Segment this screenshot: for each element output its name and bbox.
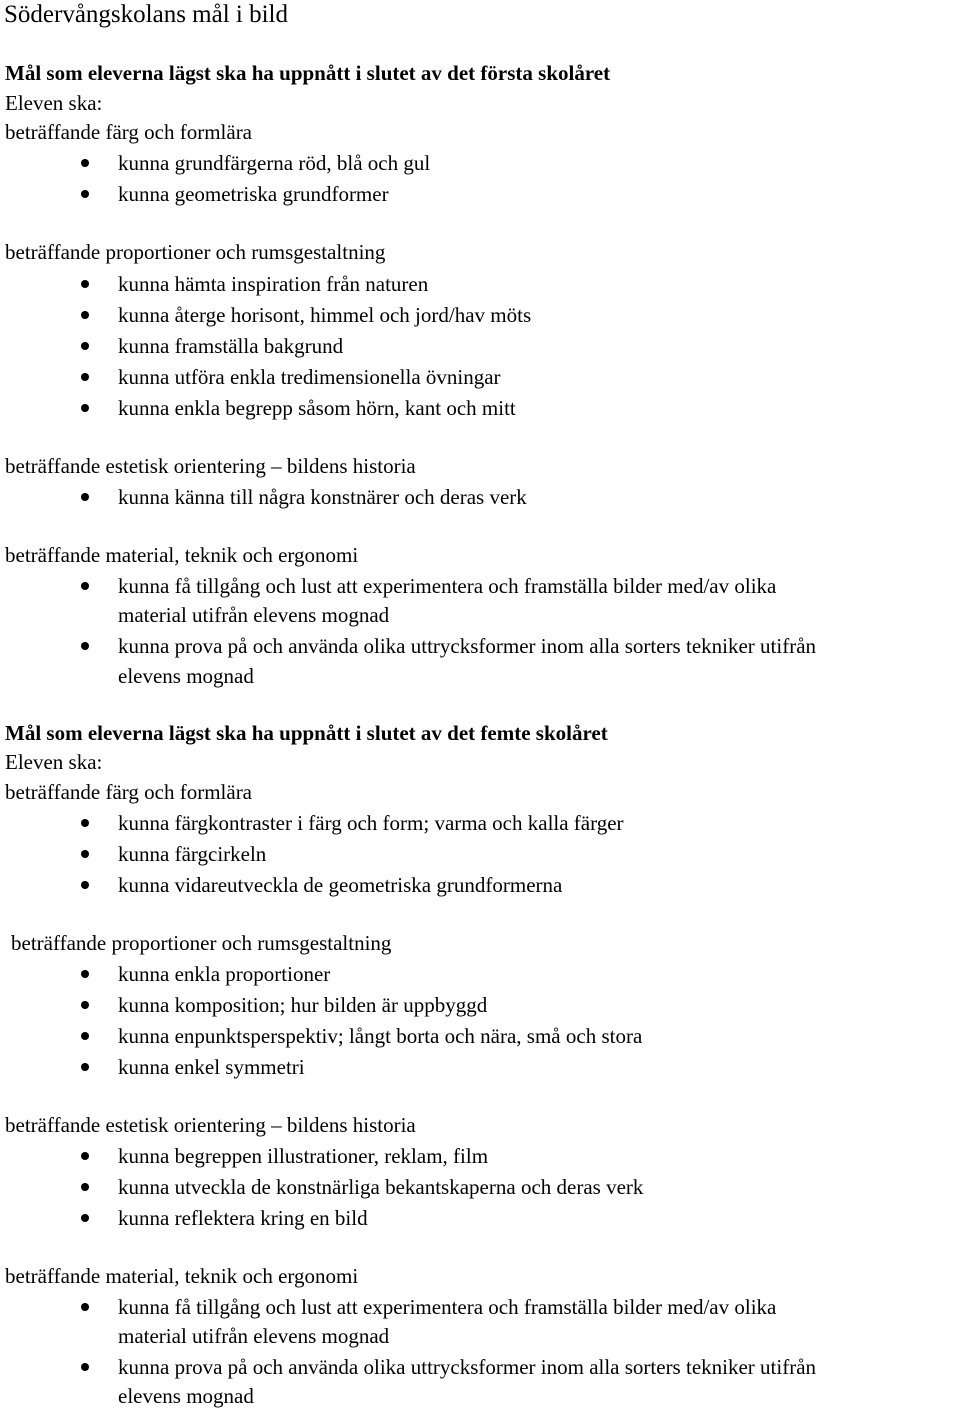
list-item: kunna få tillgång och lust att experimentera och framställa bilder med/av olika — [118, 1295, 777, 1319]
bullet-icon — [81, 1363, 89, 1371]
bullet-icon — [81, 819, 89, 827]
list-item: kunna återge horisont, himmel och jord/hav möts — [118, 303, 532, 327]
section-1-intro: Eleven ska: — [5, 91, 103, 115]
bullet-icon — [81, 190, 89, 198]
list-item-continuation: material utifrån elevens mognad — [118, 1324, 390, 1348]
list-item: kunna grundfärgerna röd, blå och gul — [118, 151, 431, 175]
list-item: kunna prova på och använda olika uttrycksformer inom alla sorters tekniker utifrån — [118, 1355, 817, 1379]
group-label: beträffande färg och formlära — [5, 780, 253, 804]
group-label: beträffande material, teknik och ergonomi — [5, 1264, 359, 1288]
bullet-icon — [81, 373, 89, 381]
page-title: Södervångskolans mål i bild — [4, 1, 288, 28]
bullet-icon — [81, 1152, 89, 1160]
bullet-icon — [81, 342, 89, 350]
list-item: kunna vidareutveckla de geometriska grundformerna — [118, 873, 563, 897]
list-item: kunna enpunktsperspektiv; långt borta och nära, små och stora — [118, 1024, 643, 1048]
bullet-icon — [81, 280, 89, 288]
bullet-icon — [81, 493, 89, 501]
list-item-continuation: elevens mognad — [118, 664, 254, 688]
list-item: kunna reflektera kring en bild — [118, 1206, 368, 1230]
bullet-icon — [81, 1032, 89, 1040]
bullet-icon — [81, 1303, 89, 1311]
list-item: kunna geometriska grundformer — [118, 182, 389, 206]
list-item-continuation: material utifrån elevens mognad — [118, 603, 390, 627]
list-item: kunna utföra enkla tredimensionella övningar — [118, 365, 501, 389]
group-label: beträffande proportioner och rumsgestaltning — [11, 931, 392, 955]
list-item: kunna enkla begrepp såsom hörn, kant och mitt — [118, 396, 516, 420]
list-item-continuation: elevens mognad — [118, 1384, 254, 1408]
list-item: kunna känna till några konstnärer och deras verk — [118, 485, 527, 509]
group-label: beträffande proportioner och rumsgestaltning — [5, 240, 386, 264]
section-2-intro: Eleven ska: — [5, 750, 103, 774]
bullet-icon — [81, 1214, 89, 1222]
group-label: beträffande estetisk orientering – bildens historia — [5, 454, 416, 478]
group-label: beträffande färg och formlära — [5, 120, 253, 144]
list-item: kunna enkel symmetri — [118, 1055, 305, 1079]
bullet-icon — [81, 311, 89, 319]
bullet-icon — [81, 582, 89, 590]
list-item: kunna prova på och använda olika uttrycksformer inom alla sorters tekniker utifrån — [118, 634, 817, 658]
section-2-heading: Mål som eleverna lägst ska ha uppnått i slutet av det femte skolåret — [5, 721, 608, 745]
bullet-icon — [81, 850, 89, 858]
list-item: kunna framställa bakgrund — [118, 334, 344, 358]
list-item: kunna begreppen illustrationer, reklam, film — [118, 1144, 489, 1168]
list-item: kunna enkla proportioner — [118, 962, 331, 986]
bullet-icon — [81, 1183, 89, 1191]
bullet-icon — [81, 1063, 89, 1071]
section-1-heading: Mål som eleverna lägst ska ha uppnått i slutet av det första skolåret — [5, 61, 611, 85]
list-item: kunna få tillgång och lust att experimentera och framställa bilder med/av olika — [118, 574, 777, 598]
group-label: beträffande material, teknik och ergonomi — [5, 543, 359, 567]
list-item: kunna färgcirkeln — [118, 842, 267, 866]
list-item: kunna färgkontraster i färg och form; varma och kalla färger — [118, 811, 624, 835]
list-item: kunna utveckla de konstnärliga bekantskaperna och deras verk — [118, 1175, 644, 1199]
bullet-icon — [81, 881, 89, 889]
list-item: kunna komposition; hur bilden är uppbyggd — [118, 993, 488, 1017]
group-label: beträffande estetisk orientering – bildens historia — [5, 1113, 416, 1137]
bullet-icon — [81, 642, 89, 650]
bullet-icon — [81, 1001, 89, 1009]
list-item: kunna hämta inspiration från naturen — [118, 272, 429, 296]
bullet-icon — [81, 970, 89, 978]
bullet-icon — [81, 159, 89, 167]
bullet-icon — [81, 404, 89, 412]
